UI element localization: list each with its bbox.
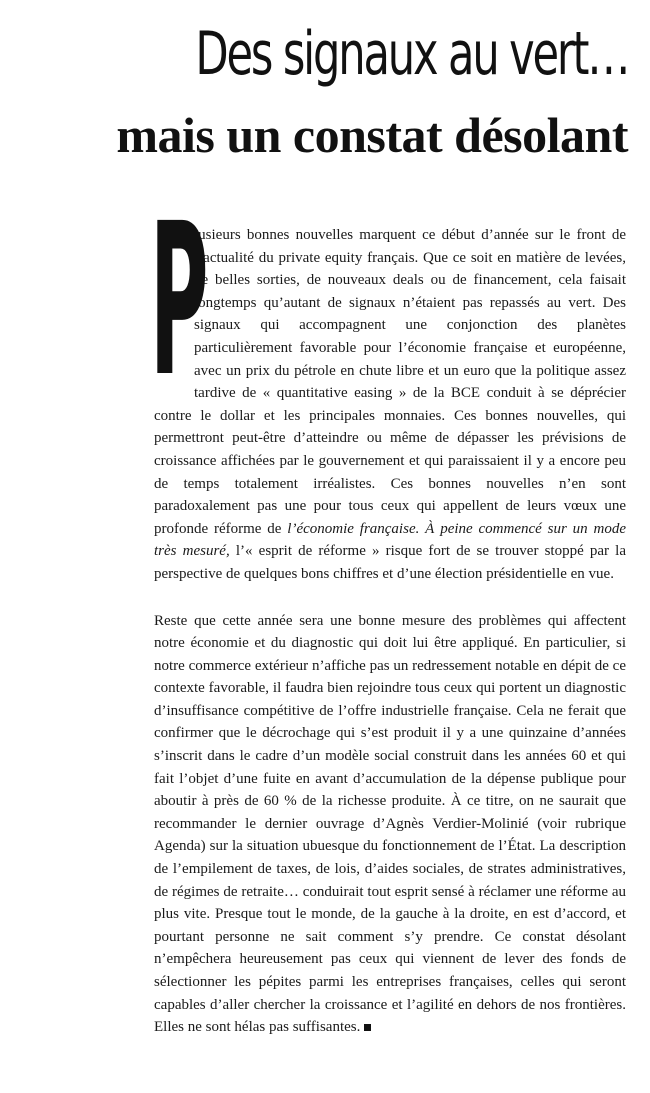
headline-line-2: mais un constat désolant (116, 107, 628, 163)
paragraph-1-text-b: l’« esprit de réforme » risque fort de se trouver stoppé par la perspective de quelques bons chiffres et d’une élection présidentielle en vue. (154, 543, 627, 582)
paragraph-1 (150, 178, 627, 586)
paragraph-2-text: Reste que cette année sera une bonne mesure des problèmes qui affectent notre économie et du diagnostic qui doit lui être appliqué. En particulier, si notre commerce extérieur n’affiche pas un redressement notable en dépit de ce contexte favorable, il faudra bien rejoindre tous ceux qui portent un diagnostic d’insuffisance compétitive de l’offre industrielle française. Cela ne ferait que confirmer que le décrochage qui s’est produit il y a une quinzaine d’années s’inscrit dans le cadre d’un modèle social construit dans les années 60 et qui fait l’objet d’une fuite en avant d’accumulation de la dépense publique pour aboutir à près de 60 % de la richesse produite. À ce titre, on ne saurait que recommander le dernier ouvrage d’Agnès Verdier-Molinié (voir rubrique Agenda) sur la situation ubuesque du fonctionnement de l’État. La description de l’empilement de taxes, de lois, d’aides sociales, de strates administratives, de régimes de retraite… conduirait tout esprit sensé à réclamer une réforme au plus vite. Presque tout le monde, de la gauche à la droite, en est d’accord, et pourtant personne ne sait comment s’y prendre. Ce constat désolant n’empêchera heureusement pas ceux qui viennent de lever des fonds de sélectionner les pépites parmi les entreprises françaises, celles qui seront capables d’aller chercher la croissance et l’agilité en dehors de nos frontières. Elles ne sont hélas pas suffisantes. (154, 612, 626, 1036)
headline-line-1: Des signaux au vert… (195, 19, 628, 89)
paragraph-1-text-a: lusieurs bonnes nouvelles marquent ce début d’année sur le front de l’actualité du private equity français. Que ce soit en matière de levées, de belles sorties, de nouveaux deals ou de financement, cela faisait longtemps qu’autant de signaux n’étaient pas repassés au vert. Des signaux qui accompagnent une conjonction des planètes particulièrement favorable pour l’économie française et européenne, avec un prix du pétrole en chute libre et un euro que la politique assez tardive de « quantitative easing » de la BCE conduit à se déprécier contre le dollar et les principales monnaies. Ces bonnes nouvelles, qui permettront peut-être d’atteindre ou même de dépasser les prévisions de croissance affichées par le gouvernement et qui paraissaient il y a encore peu de temps totalement irréalistes. Ces bonnes nouvelles n’en sont paradoxalement pas une pour tous ceux qui appellent de leurs vœux une profonde réforme de (154, 227, 626, 537)
paragraph-1-italic: l’économie française. À peine commencé sur un mode très mesuré, (154, 520, 626, 560)
drop-cap: P (150, 178, 209, 423)
paragraph-2 (154, 610, 626, 1039)
article-body (150, 178, 627, 1039)
end-of-article-square-icon (364, 1024, 371, 1031)
